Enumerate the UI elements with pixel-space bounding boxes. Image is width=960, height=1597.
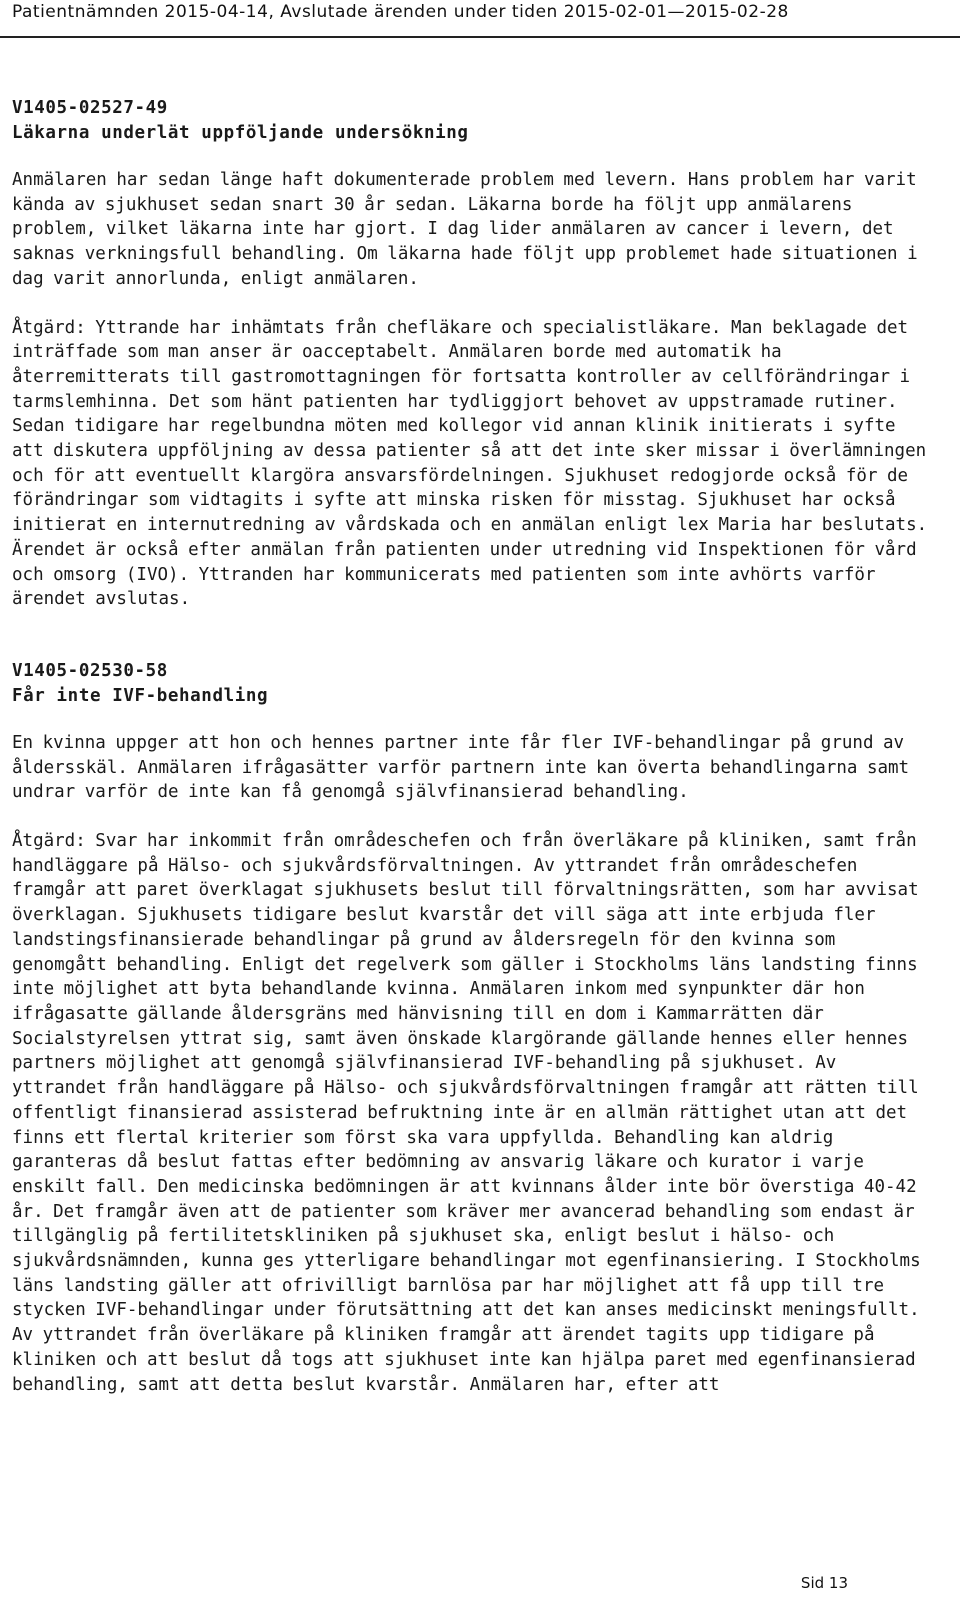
case-id: V1405-02527-49 (12, 98, 168, 118)
page-header (0, 0, 960, 38)
case-title: Får inte IVF-behandling (12, 685, 269, 706)
case-paragraph: Anmälaren har sedan länge haft dokumenterade problem med levern. Hans problem har varit kända av sjukhuset sedan snart 30 år sedan. Läkarna borde ha följt upp anmälarens problem, vilket läkarna inte har gjort. I dag lider anmälaren av cancer i levern, det saknas verkningsfull behandling. Om läkarna hade följt upp problemet hade situationen i dag varit annorlunda, enligt anmälaren. (12, 170, 918, 289)
page-number: Sid 13 (800, 1574, 848, 1592)
page-content (12, 96, 932, 1397)
case-entry (12, 96, 932, 612)
case-paragraph: Åtgärd: Yttrande har inhämtats från chefläkare och specialistläkare. Man beklagade det inträffade som man anser är oacceptabelt. Anmälaren borde med automatik ha återremitterats till gastromottagningen för fortsatta kontroller av cellförändringar i tarmslemhinna. Det som hänt patienten har tydliggjort behovet av uppstramade rutiner. Sedan tidigare har regelbundna möten med kollegor vid annan klinik initierats i syfte att diskutera uppföljning av dessa patienter så att det inte sker missar i överlämningen och för att eventuellt klargöra ansvarsfördelningen. Sjukhuset redogjorde också för de förändringar som vidtagits i syfte att minska risken för misstag. Sjukhuset har också initierat en internutredning av vårdskada och en anmälan enligt lex Maria har beslutats. Ärendet är också efter anmälan från patienten under utredning vid Inspektionen för vård och omsorg (IVO). Yttranden har kommunicerats med patienten som inte avhörts varför ärendet avslutas. (12, 317, 928, 610)
case-paragraph: Åtgärd: Svar har inkommit från områdeschefen och från överläkare på kliniken, samt från handläggare på Hälso- och sjukvårdsförvaltningen. Av yttrandet från områdeschefen framgår att paret överklagat sjukhusets beslut till förvaltningsrätten, som har avvisat överklagan. Sjukhusets tidigare beslut kvarstår det vill säga att inte erbjuda fler landstingsfinansierade behandlingar på grund av åldersregeln för den kvinna som genomgått behandling. Enligt det regelverk som gäller i Stockholms läns landsting finns inte möjlighet att byta behandlande kvinna. Anmälaren inkom med synpunkter där hon ifrågasatte gällande åldersgräns med hänvisning till en dom i Kammarrätten där Socialstyrelsen yttrat sig, samt även önskade klargörande gällande hennes eller hennes partners möjlighet att genomgå självfinansierad IVF-behandling på sjukhuset. Av yttrandet från handläggare på Hälso- och sjukvårdsförvaltningen framgår att rätten till offentligt finansierad assisterad befruktning inte är en allmän rättighet utan att det finns ett flertal kriterier som först ska vara uppfyllda. Behandling kan aldrig garanteras då beslut fattas efter bedömning av ansvarig läkare och kurator i varje enskilt fall. Den medicinska bedömningen är att kvinnans ålder inte bör överstiga 40-42 år. Det framgår även att de patienter som kräver mer avancerad behandling som endast är tillgänglig på fertilitetskliniken på sjukhuset ska, enligt beslut i hälso- och sjukvårdsnämnden, kunna ges ytterligare behandlingar mot egenfinansiering. I Stockholms läns landsting gäller att ofrivilligt barnlösa par har möjlighet att få upp till tre stycken IVF-behandlingar under förutsättning att det kan anses medicinskt meningsfullt. Av yttrandet från överläkare på kliniken framgår att ärendet tagits upp tidigare på kliniken och att beslut då togs att sjukhuset inte kan hjälpa paret med egenfinansierad behandling, samt att detta beslut kvarstår. Anmälaren har, efter att (12, 831, 921, 1395)
header-title: Patientnämnden 2015-04-14, Avslutade ärenden under tiden 2015-02-01—2015-02-28 (12, 2, 789, 22)
case-title: Läkarna underlät uppföljande undersökning (12, 123, 469, 143)
case-id: V1405-02530-58 (12, 660, 168, 681)
case-paragraph: En kvinna uppger att hon och hennes partner inte får fler IVF-behandlingar på grund av åldersskäl. Anmälaren ifrågasätter varför partnern inte kan överta behandlingarna samt undrar varför de inte kan få genomgå självfinansierad behandling. (12, 732, 910, 803)
case-entry (12, 659, 932, 1397)
